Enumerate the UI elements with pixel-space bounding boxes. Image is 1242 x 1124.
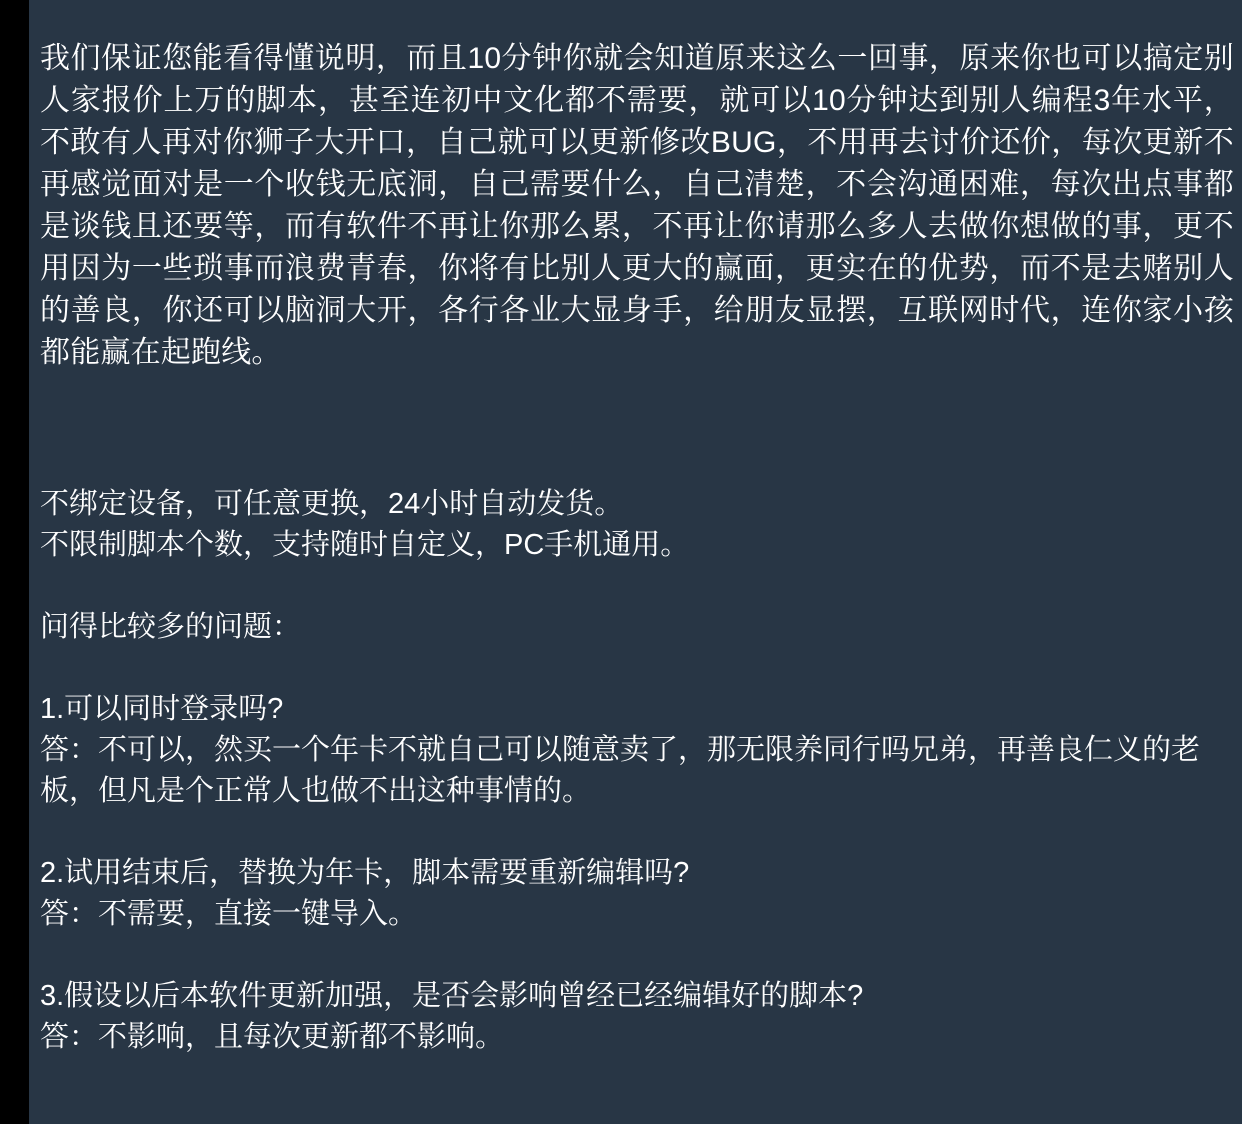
spacer-small-2 (40, 648, 1234, 689)
spacer (40, 374, 1234, 484)
spacer-small-4 (40, 935, 1234, 976)
faq-question: 2.试用结束后，替换为年卡，脚本需要重新编辑吗? (40, 857, 690, 889)
faq-question: 3.假设以后本软件更新加强，是否会影响曾经已经编辑好的脚本? (40, 980, 864, 1012)
note-line-1: 不绑定设备，可任意更换，24小时自动发货。 (40, 488, 624, 520)
faq-item (40, 976, 1234, 1058)
faq-question: 1.可以同时登录吗? (40, 693, 284, 725)
faq-item (40, 853, 1234, 935)
faq-item (40, 689, 1234, 812)
spacer-small-3 (40, 812, 1234, 853)
intro-paragraph: 我们保证您能看得懂说明，而且10分钟你就会知道原来这么一回事，原来你也可以搞定别人家报价上万的脚本，甚至连初中文化都不需要，就可以10分钟达到别人编程3年水平，不敢有人再对你狮子大开口，自己就可以更新修改BUG，不用再去讨价还价，每次更新不再感觉面对是一个收钱无底洞，自己需要什么，自己清楚，不会沟通困难，每次出点事都是谈钱且还要等，而有软件不再让你那么累，不再让你请那么多人去做你想做的事，更不用因为一些琐事而浪费青春，你将有比别人更大的赢面，更实在的优势，而不是去赌别人的善良，你还可以脑洞大开，各行各业大显身手，给朋友显摆，互联网时代，连你家小孩都能赢在起跑线。 (40, 42, 1234, 369)
faq-heading: 问得比较多的问题： (40, 611, 302, 643)
document-content (29, 38, 1242, 1058)
spacer-small-1 (40, 566, 1234, 607)
faq-answer: 答：不可以，然买一个年卡不就自己可以随意卖了，那无限养同行吗兄弟，再善良仁义的老板，但凡是个正常人也做不出这种事情的。 (40, 734, 1201, 807)
document-page (29, 0, 1242, 1124)
faq-answer: 答：不需要，直接一键导入。 (40, 898, 418, 930)
faq-answer: 答：不影响，且每次更新都不影响。 (40, 1021, 505, 1053)
note-line-2: 不限制脚本个数，支持随时自定义，PC手机通用。 (40, 529, 690, 561)
